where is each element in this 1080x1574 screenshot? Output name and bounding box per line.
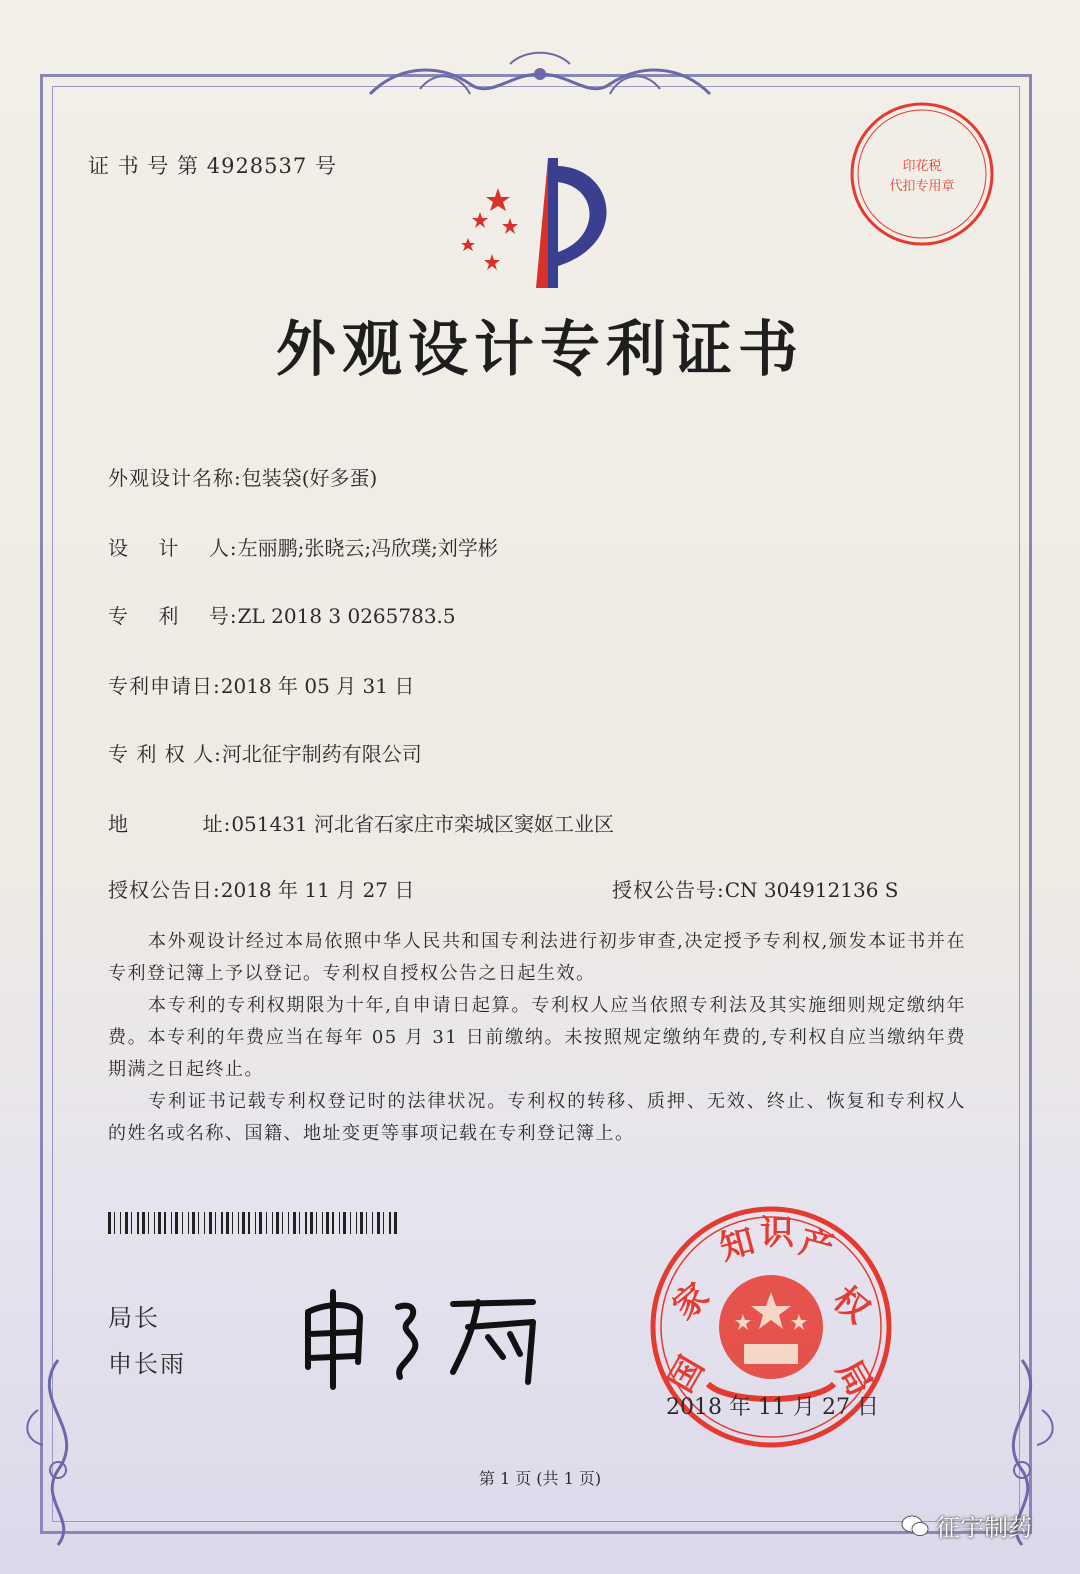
announcement-date-row xyxy=(108,874,414,903)
design-name-row xyxy=(108,462,377,491)
patent-office-logo-icon xyxy=(440,148,640,298)
svg-text:知: 知 xyxy=(715,1220,759,1269)
svg-text:识: 识 xyxy=(760,1213,794,1253)
svg-text:家: 家 xyxy=(665,1275,717,1328)
certificate-title: 外观设计专利证书 xyxy=(276,315,804,385)
designer-label: 设 计 人: xyxy=(108,536,238,560)
svg-text:权: 权 xyxy=(825,1278,877,1332)
top-ornament-icon xyxy=(360,44,720,114)
body-paragraph-3: 专利证书记载专利权登记时的法律状况。专利权的转移、质押、无效、终止、恢复和专利权人的姓名或名称、国籍、地址变更等事项记载在专利登记簿上。 xyxy=(108,1091,966,1144)
svg-text:代扣专用章: 代扣专用章 xyxy=(889,179,955,194)
barcode-icon xyxy=(108,1212,400,1234)
director-signature-icon xyxy=(288,1272,548,1392)
address-value: 051431 河北省石家庄市栾城区窦妪工业区 xyxy=(231,812,615,836)
patentee-row xyxy=(108,738,422,767)
left-ornament-icon xyxy=(18,1350,108,1550)
svg-text:产: 产 xyxy=(795,1221,839,1269)
certificate-number-suffix: 号 xyxy=(314,154,337,178)
designer-value: 左丽鹏;张晓云;冯欣璞;刘学彬 xyxy=(237,536,498,560)
patentee-label: 专 利 权 人: xyxy=(108,742,222,766)
certificate-number xyxy=(88,150,337,180)
svg-text:国: 国 xyxy=(660,1349,713,1400)
page-indicator: 第 1 页 (共 1 页) xyxy=(478,1469,602,1488)
tax-stamp-icon xyxy=(848,100,996,248)
design-name-value: 包装袋(好多蛋) xyxy=(241,466,378,490)
designer-row xyxy=(108,532,498,561)
director-title: 局长 xyxy=(108,1304,160,1332)
wechat-account-name: 征宇制药 xyxy=(936,1514,1032,1542)
application-date-label: 专利申请日: xyxy=(108,674,221,698)
wechat-watermark xyxy=(900,1508,1032,1543)
certificate-number-label: 证 书 号 第 xyxy=(88,154,200,178)
design-name-label: 外观设计名称: xyxy=(108,466,242,490)
wechat-icon xyxy=(900,1514,930,1538)
body-paragraph-2: 本专利的专利权期限为十年,自申请日起算。专利权人应当依照专利法及其实施细则规定缴纳年费。本专利的年费应当在每年 05 月 31 日前缴纳。未按照规定缴纳年费的,专利权自应当缴纳年费期满之日起终止。 xyxy=(108,995,966,1080)
announcement-number-label: 授权公告号: xyxy=(612,878,725,902)
certificate-number-value: 4928537 xyxy=(206,154,308,178)
address-row xyxy=(108,808,614,837)
announcement-number-value: CN 304912136 S xyxy=(724,878,899,902)
announcement-date-value: 2018 年 11 月 27 日 xyxy=(220,878,415,902)
announcement-number-row xyxy=(612,874,899,903)
application-date-row xyxy=(108,670,414,699)
patentee-value: 河北征宇制药有限公司 xyxy=(221,742,422,766)
announcement-date-label: 授权公告日: xyxy=(108,878,221,902)
patent-number-value: ZL 2018 3 0265783.5 xyxy=(237,604,456,628)
patent-number-label: 专 利 号: xyxy=(108,604,238,628)
director-name: 申长雨 xyxy=(108,1350,186,1378)
address-label: 地 址: xyxy=(108,812,232,836)
seal-date: 2018 年 11 月 27 日 xyxy=(666,1395,879,1420)
patent-number-row xyxy=(108,600,456,629)
svg-text:局: 局 xyxy=(828,1353,880,1403)
body-paragraph-1: 本外观设计经过本局依照中华人民共和国专利法进行初步审查,决定授予专利权,颁发本证书并在专利登记簿上予以登记。专利权自授权公告之日起生效。 xyxy=(108,931,966,984)
svg-text:印花税: 印花税 xyxy=(902,159,942,174)
application-date-value: 2018 年 05 月 31 日 xyxy=(220,674,415,698)
